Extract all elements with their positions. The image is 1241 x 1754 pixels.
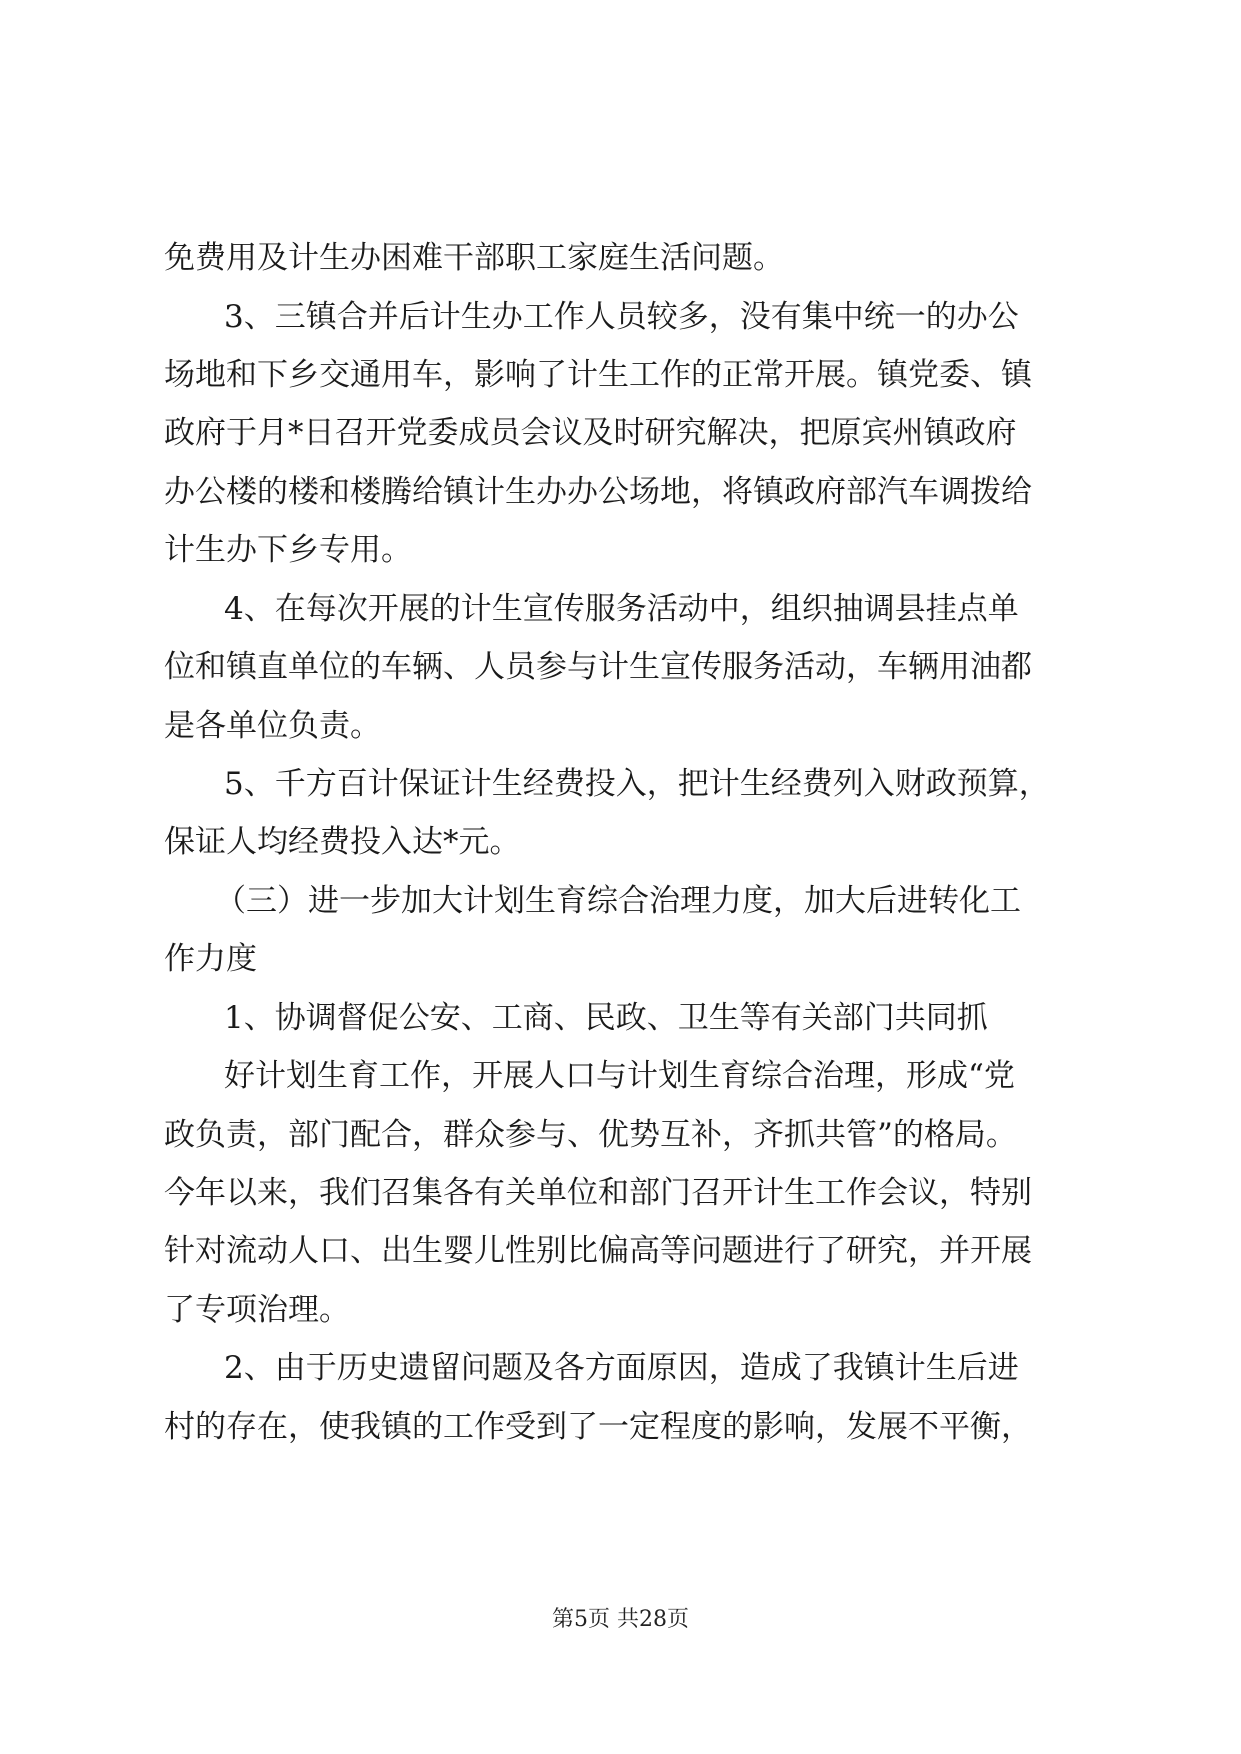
text-line: 保证人均经费投入达*元。: [164, 824, 521, 860]
section-heading-line: 作力度: [164, 941, 257, 977]
text-line: 5、千方百计保证计生经费投入，把计生经费列入财政预算，: [224, 766, 1050, 802]
text-line: 办公楼的楼和楼腾给镇计生办办公场地，将镇政府部汽车调拨给: [164, 474, 1032, 510]
text-line: 3、三镇合并后计生办工作人员较多，没有集中统一的办公: [224, 299, 1019, 335]
text-line: 1、协调督促公安、工商、民政、卫生等有关部门共同抓: [224, 1000, 988, 1036]
page-number-footer: 第5页 共28页: [552, 1607, 689, 1632]
text-line: 政负责，部门配合，群众参与、优势互补，齐抓共管”的格局。: [164, 1117, 1017, 1153]
text-line: 政府于月*日召开党委成员会议及时研究解决，把原宾州镇政府: [164, 415, 1017, 451]
section-heading-line: （三）进一步加大计划生育综合治理力度，加大后进转化工: [215, 883, 1021, 919]
text-line: 村的存在，使我镇的工作受到了一定程度的影响，发展不平衡，: [164, 1409, 1032, 1445]
text-line: 场地和下乡交通用车，影响了计生工作的正常开展。镇党委、镇: [164, 357, 1032, 393]
text-line: 2、由于历史遗留问题及各方面原因，造成了我镇计生后进: [224, 1350, 1019, 1386]
text-line: 位和镇直单位的车辆、人员参与计生宣传服务活动，车辆用油都: [164, 649, 1032, 685]
text-line: 今年以来，我们召集各有关单位和部门召开计生工作会议，特别: [164, 1175, 1032, 1211]
text-line: 针对流动人口、出生婴儿性别比偏高等问题进行了研究，并开展: [164, 1233, 1032, 1269]
text-line: 计生办下乡专用。: [164, 532, 412, 568]
text-line: 了专项治理。: [164, 1292, 350, 1328]
text-line: 免费用及计生办困难干部职工家庭生活问题。: [164, 240, 784, 276]
text-line: 4、在每次开展的计生宣传服务活动中，组织抽调县挂点单: [224, 591, 1019, 627]
text-line: 是各单位负责。: [164, 708, 381, 744]
text-line: 好计划生育工作，开展人口与计划生育综合治理，形成“党: [224, 1058, 1015, 1094]
